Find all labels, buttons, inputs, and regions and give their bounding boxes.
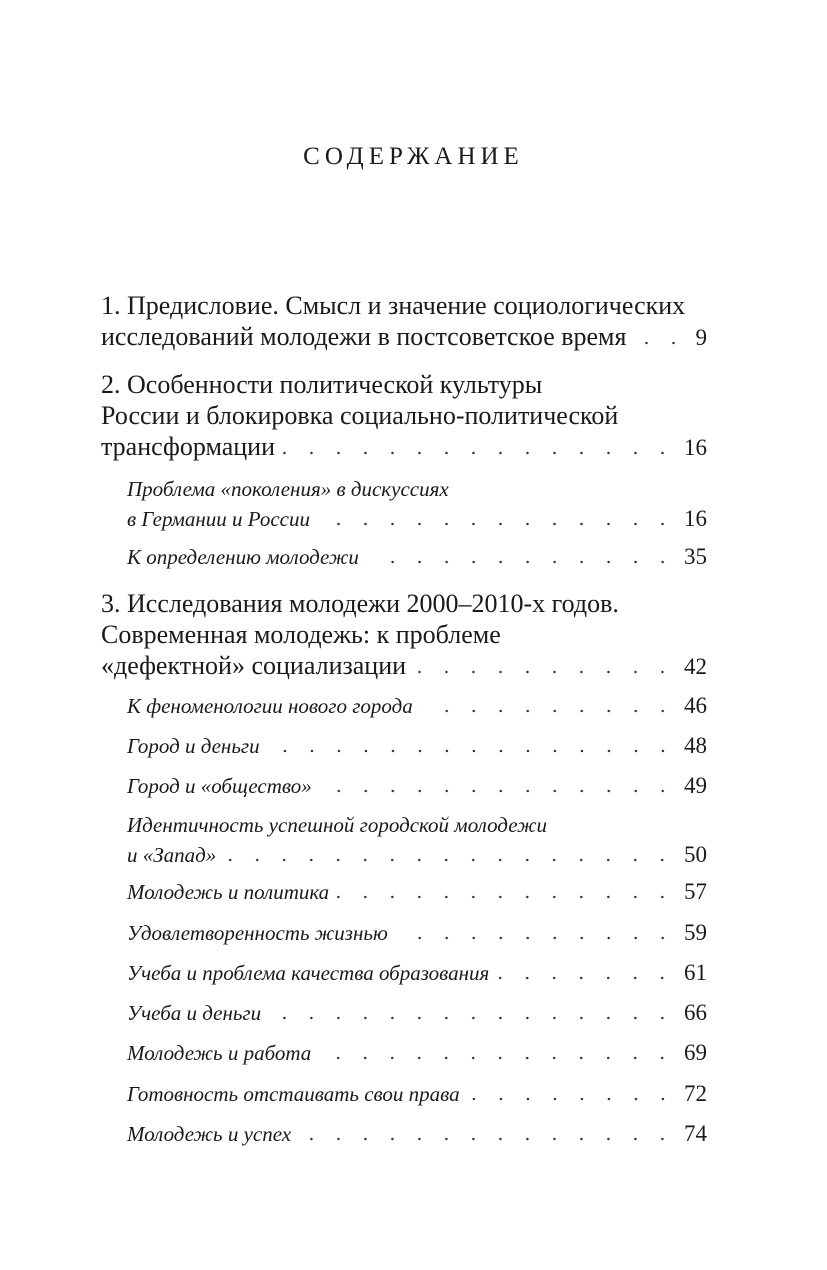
toc-entry-text: в Германии и России <box>127 507 310 531</box>
toc-entry-text: Город и деньги <box>127 734 260 758</box>
toc-entry-text: Учеба и деньги <box>127 1001 262 1025</box>
toc-entry-text: Город и «общество» <box>127 774 312 798</box>
toc-entry-line <box>127 811 707 840</box>
toc-entry-text: Молодежь и работа <box>127 1041 312 1065</box>
toc-entry-text: Молодежь и успех <box>127 1122 292 1146</box>
toc-entry-line <box>127 1038 707 1068</box>
page-number: 61 <box>684 960 707 985</box>
toc-entry-line <box>101 619 707 650</box>
page-number: 9 <box>695 325 707 350</box>
dot-leader <box>318 522 676 526</box>
toc-section[interactable] <box>127 918 707 948</box>
toc-chapter[interactable] <box>101 369 707 463</box>
page-number: 50 <box>684 842 707 867</box>
toc-entry-line <box>127 475 707 504</box>
toc-entry-line <box>127 998 707 1028</box>
toc-entry-text: Современная молодежь: к проблеме <box>101 620 501 649</box>
toc-entry-text: Проблема «поколения» в дискуссиях <box>127 477 449 501</box>
toc-entry-line <box>127 918 707 948</box>
page-title: СОДЕРЖАНИЕ <box>303 143 524 170</box>
page-number: 69 <box>684 1040 707 1065</box>
toc-entry-text: 3. Исследования молодежи 2000–2010-х годов. <box>101 589 619 618</box>
toc-section[interactable] <box>127 771 707 801</box>
dot-leader <box>468 1097 676 1101</box>
dot-leader <box>283 451 676 455</box>
toc-entry-line <box>127 958 707 988</box>
toc-entry-line <box>127 691 707 721</box>
toc-entry-text: Готовность отстаивать свои права <box>127 1082 460 1106</box>
toc-entry-line <box>101 321 707 353</box>
toc-entry-text: Молодежь и политика <box>127 880 330 904</box>
dot-leader <box>224 858 676 862</box>
page-number: 59 <box>684 920 707 945</box>
toc-entry-line <box>127 1079 707 1109</box>
toc-entry-text: «дефектной» социализации <box>101 651 407 680</box>
toc-entry-text: и «Запад» <box>127 843 217 867</box>
toc-section[interactable] <box>127 1119 707 1149</box>
toc-entry-line <box>127 877 707 907</box>
toc-section[interactable] <box>127 691 707 721</box>
dot-leader <box>299 1137 676 1141</box>
toc-entry-text: К определению молодежи <box>127 545 359 569</box>
dot-leader <box>367 560 676 564</box>
dot-leader <box>269 1016 676 1020</box>
toc-entry-text: трансформации <box>101 432 276 461</box>
page-number: 16 <box>684 435 707 460</box>
toc-section[interactable] <box>127 475 707 534</box>
toc-chapter[interactable] <box>101 588 707 682</box>
toc-section[interactable] <box>127 542 707 572</box>
toc-entry-line <box>101 400 707 431</box>
toc-entry-text: 2. Особенности политической культуры <box>101 370 543 399</box>
toc-entry-line <box>127 504 707 534</box>
toc-entry-line <box>127 840 707 870</box>
dot-leader <box>497 976 676 980</box>
toc-section[interactable] <box>127 811 707 870</box>
toc-entry-line <box>127 1119 707 1149</box>
dot-leader <box>320 789 676 793</box>
dot-leader <box>414 670 676 674</box>
page-number: 35 <box>684 544 707 569</box>
toc-entry-text: 1. Предисловие. Смысл и значение социологических <box>101 291 686 320</box>
toc-entry-text: России и блокировка социально-политической <box>101 401 619 430</box>
toc-entry-line <box>101 431 707 463</box>
dot-leader <box>396 936 676 940</box>
toc-entry-text: Учеба и проблема качества образования <box>127 961 490 985</box>
dot-leader <box>268 749 676 753</box>
page-number: 57 <box>684 879 707 904</box>
toc-entry-line <box>101 650 707 682</box>
toc-chapter[interactable] <box>101 290 707 353</box>
page-number: 66 <box>684 1000 707 1025</box>
page-number: 49 <box>684 773 707 798</box>
toc-entry-text: Удовлетворенность жизнью <box>127 921 388 945</box>
toc-section[interactable] <box>127 958 707 988</box>
dot-leader <box>634 341 687 345</box>
page-number: 42 <box>684 654 707 679</box>
toc-section[interactable] <box>127 1079 707 1109</box>
page-number: 72 <box>684 1081 707 1106</box>
toc-entry-line <box>101 588 707 619</box>
page-number: 16 <box>684 506 707 531</box>
toc-entry-line <box>101 369 707 400</box>
toc-entry-line <box>127 731 707 761</box>
toc-entry-text: исследований молодежи в постсоветское время <box>101 322 627 351</box>
toc-section[interactable] <box>127 877 707 907</box>
toc-section[interactable] <box>127 998 707 1028</box>
toc-entry-text: К феноменологии нового города <box>127 694 413 718</box>
toc-section[interactable] <box>127 731 707 761</box>
toc-entry-text: Идентичность успешной городской молодежи <box>127 813 548 837</box>
page-number: 48 <box>684 733 707 758</box>
dot-leader <box>319 1056 676 1060</box>
dot-leader <box>337 895 676 899</box>
toc-entry-line <box>127 542 707 572</box>
toc-section[interactable] <box>127 1038 707 1068</box>
toc-entry-line <box>127 771 707 801</box>
toc-entry-line <box>101 290 707 321</box>
page-number: 46 <box>684 693 707 718</box>
page-number: 74 <box>684 1121 707 1146</box>
dot-leader <box>421 709 676 713</box>
